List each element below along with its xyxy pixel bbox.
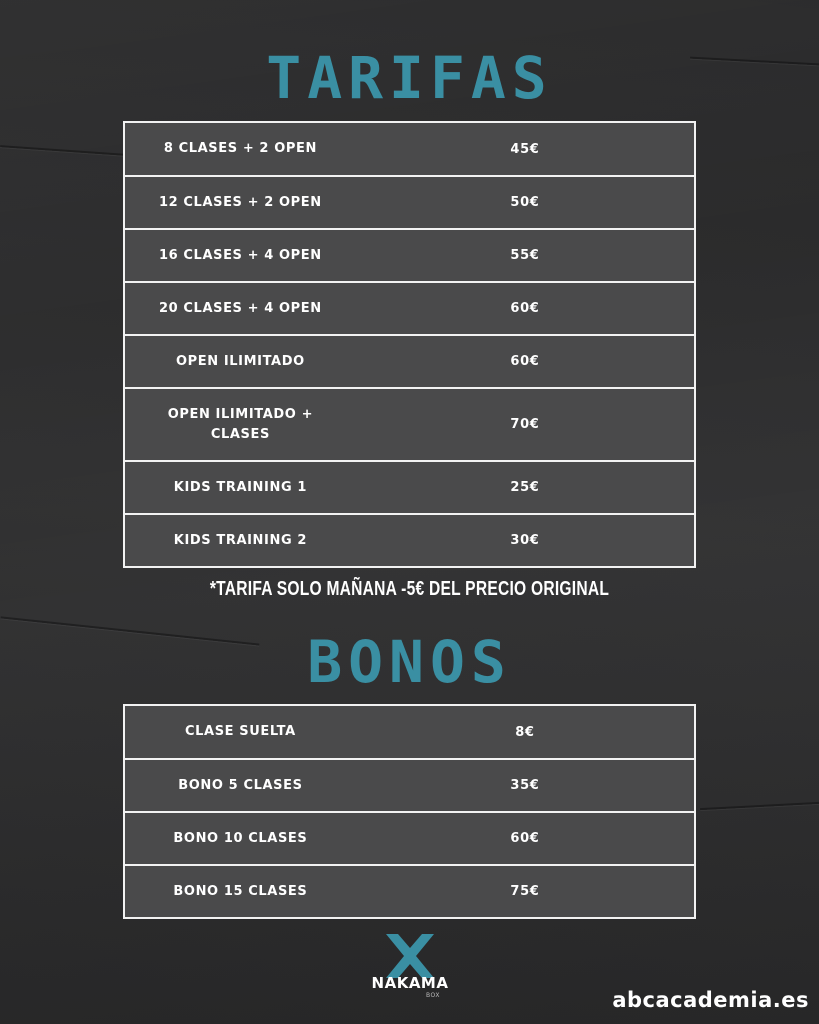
table-row	[125, 513, 694, 566]
table-row	[125, 811, 694, 864]
watermark: abcacademia.es	[612, 988, 809, 1012]
plan-price: 70€	[510, 417, 540, 432]
plan-name-line: OPEN ILIMITADO +	[167, 406, 314, 422]
table-row	[125, 281, 694, 334]
plan-price: 50€	[510, 195, 540, 210]
table-row	[125, 758, 694, 811]
bono-price: 8€	[515, 724, 535, 740]
bono-name: BONO 15 CLASES	[173, 883, 308, 899]
plan-price: 60€	[510, 354, 540, 369]
bono-name: CLASE SUELTA	[185, 724, 296, 739]
table-row	[125, 175, 694, 228]
plan-name-line: CLASES	[210, 426, 270, 442]
plan-price: 55€	[510, 248, 540, 263]
plan-name: OPEN ILIMITADO	[176, 353, 305, 369]
bonos-table	[123, 704, 696, 919]
paper-crease	[700, 802, 819, 810]
plan-name: 12 CLASES + 2 OPEN	[159, 194, 322, 210]
plan-price: 45€	[510, 141, 540, 157]
paper-crease	[0, 145, 140, 157]
plan-name: 20 CLASES + 4 OPEN	[159, 300, 322, 316]
plan-name: KIDS TRAINING 2	[173, 532, 307, 548]
plan-name: KIDS TRAINING 1	[173, 479, 307, 495]
tarifas-table	[123, 121, 696, 568]
x-logo-icon	[382, 934, 438, 978]
plan-price: 60€	[510, 301, 540, 316]
logo-name: NAKAMA	[371, 974, 449, 992]
table-row	[125, 706, 694, 758]
table-row	[125, 123, 694, 175]
bono-name: BONO 5 CLASES	[178, 777, 303, 793]
plan-price: 30€	[510, 533, 540, 548]
logo-subtext: BOX	[426, 992, 440, 999]
bono-price: 35€	[510, 778, 540, 793]
tarifa-note: *TARIFA SOLO MAÑANA -5€ DEL PRECIO ORIGINAL	[209, 578, 610, 600]
table-row	[125, 228, 694, 281]
plan-price: 25€	[510, 480, 540, 495]
table-row	[125, 460, 694, 513]
table-row	[125, 387, 694, 460]
plan-name	[125, 405, 356, 445]
bono-price: 60€	[510, 831, 540, 846]
tarifas-title: TARIFAS	[266, 44, 553, 112]
plan-name: 16 CLASES + 4 OPEN	[159, 247, 322, 263]
bono-name: BONO 10 CLASES	[173, 830, 308, 846]
bonos-title: BONOS	[307, 628, 512, 696]
bono-price: 75€	[510, 884, 540, 899]
table-row	[125, 334, 694, 387]
table-row	[125, 864, 694, 917]
nakama-logo	[360, 934, 460, 1000]
plan-name: 8 CLASES + 2 OPEN	[163, 141, 317, 156]
